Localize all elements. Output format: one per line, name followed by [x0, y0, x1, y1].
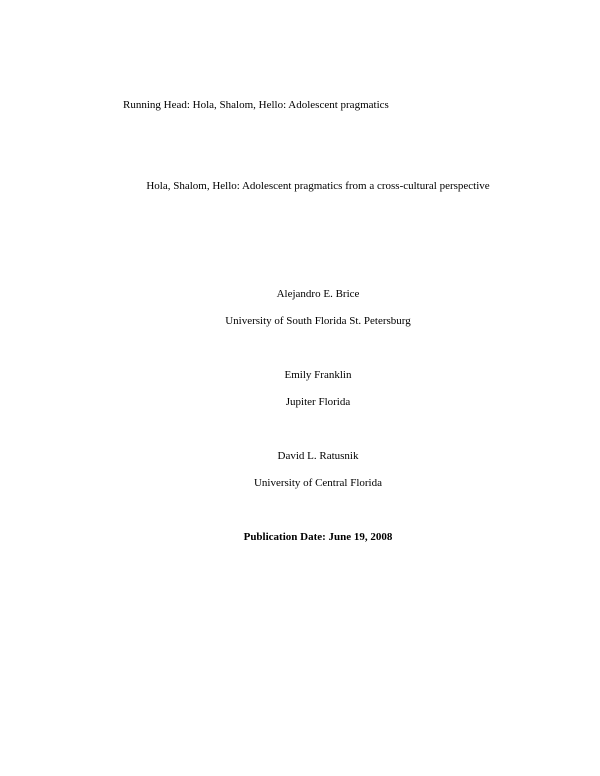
author-affiliation: University of Central Florida — [253, 477, 382, 489]
author-affiliation: University of South Florida St. Petersburg — [225, 315, 411, 327]
author-name: Emily Franklin — [284, 369, 352, 381]
author-name: David L. Ratusnik — [277, 450, 359, 462]
author-name: Alejandro E. Brice — [276, 288, 360, 300]
paper-title: Hola, Shalom, Hello: Adolescent pragmatics from a cross-cultural perspective — [146, 180, 490, 192]
publication-date: Publication Date: June 19, 2008 — [243, 531, 393, 543]
author-affiliation: Jupiter Florida — [285, 396, 351, 408]
running-head: Running Head: Hola, Shalom, Hello: Adolescent pragmatics — [123, 99, 389, 111]
